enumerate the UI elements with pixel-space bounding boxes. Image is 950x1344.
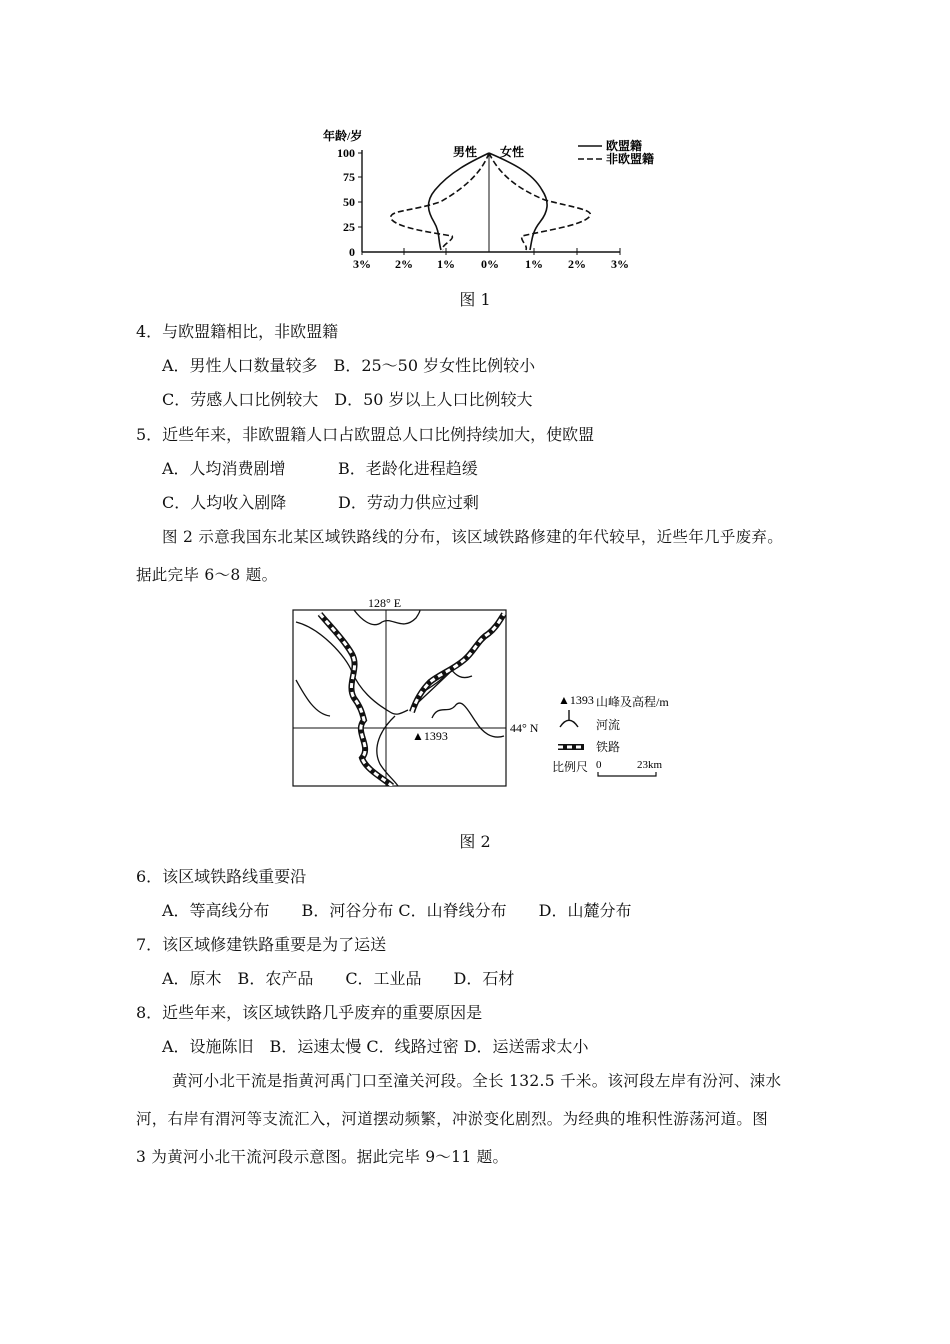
x-tick-label: 3% [611, 257, 629, 271]
y-tick-label: 75 [343, 170, 355, 184]
y-tick-label: 0 [349, 245, 355, 259]
railway-west-outer [320, 614, 392, 786]
question-8-options: A．设施陈旧 B．运速太慢 C．线路过密 D．运送需求太小 [162, 1037, 589, 1056]
latitude-label: 44° N [510, 721, 539, 735]
longitude-label: 128° E [368, 596, 402, 610]
scale-bar [598, 772, 656, 776]
question-5-option-a: A．人均消费剧增 [162, 459, 286, 478]
intro-figure-3-line3: 3 为黄河小北干流河段示意图。据此完毕 9～11 题。 [136, 1148, 509, 1166]
intro-figure-2-line2: 据此完毕 6～8 题。 [136, 566, 278, 584]
question-8-stem: 8．近些年来，该区域铁路几乎废弃的重要原因是 [136, 1003, 483, 1022]
x-tick-label: 2% [395, 257, 413, 271]
map-frame [293, 610, 506, 786]
eu-female-profile [489, 153, 547, 250]
railway-east-outer [412, 614, 504, 712]
scale-zero: 0 [596, 759, 602, 771]
scale-distance: 23km [637, 759, 663, 771]
legend-peak-label: 山峰及高程/m [596, 695, 669, 709]
x-tick-label: 1% [525, 257, 543, 271]
river-north-branch [354, 610, 420, 625]
population-pyramid-figure [300, 120, 680, 280]
question-4-options-ab: A．男性人口数量较多 B．25～50 岁女性比例较小 [162, 356, 536, 375]
question-4-stem: 4．与欧盟籍相比，非欧盟籍 [136, 322, 339, 341]
figure-1-caption: 图 1 [459, 290, 491, 309]
y-tick-label: 50 [343, 195, 355, 209]
question-7-options: A．原木 B．农产品 C．工业品 D．石材 [162, 969, 515, 988]
question-6-options: A．等高线分布 B．河谷分布 C．山脊线分布 D．山麓分布 [162, 901, 632, 920]
question-4-options-cd: C．劳感人口比例较大 D．50 岁以上人口比例较大 [162, 390, 533, 409]
x-tick-label: 0% [481, 257, 499, 271]
peak-elevation-label: ▲1393 [412, 729, 448, 743]
y-tick-label: 25 [343, 220, 355, 234]
intro-figure-3-line2: 河，右岸有渭河等支流汇入，河道摆动频繁，冲淤变化剧烈。为经典的堆积性游荡河道。图 [136, 1110, 769, 1128]
male-label: 男性 [453, 145, 478, 159]
female-label: 女性 [500, 145, 525, 159]
legend-rail-label: 铁路 [596, 740, 621, 754]
legend-non-eu-label: 非欧盟籍 [606, 152, 655, 166]
legend-eu-label: 欧盟籍 [606, 139, 643, 153]
question-5-stem: 5．近些年来，非欧盟籍人口占欧盟总人口比例持续加大，使欧盟 [136, 425, 595, 444]
legend-river-icon [560, 710, 578, 727]
x-tick-label: 1% [437, 257, 455, 271]
river-west-branch [296, 680, 330, 716]
question-5-option-d: D．劳动力供应过剩 [338, 493, 479, 512]
legend-river-label: 河流 [596, 718, 621, 732]
question-5-option-b: B．老龄化进程趋缓 [338, 459, 478, 478]
intro-figure-2-line1: 图 2 示意我国东北某区域铁路线的分布，该区域铁路修建的年代较早，近些年几乎废弃。 [162, 528, 784, 546]
question-7-stem: 7．该区域修建铁路重要是为了运送 [136, 935, 387, 954]
non-eu-female-profile [489, 153, 590, 250]
figure-2-caption: 图 2 [459, 832, 491, 851]
scale-bar-label: 比例尺 [552, 760, 589, 774]
non-eu-male-profile [391, 153, 489, 250]
legend-peak-symbol: ▲1393 [558, 693, 594, 707]
intro-figure-3-line1: 黄河小北干流是指黄河禹门口至潼关河段。全长 132.5 千米。该河段左岸有汾河、涑水 [172, 1072, 782, 1090]
y-tick-label: 100 [337, 146, 355, 160]
question-5-option-c: C．人均收入剧降 [162, 493, 287, 512]
x-tick-label: 3% [353, 257, 371, 271]
question-6-stem: 6．该区域铁路线重要沿 [136, 867, 307, 886]
eu-male-profile [428, 153, 489, 250]
y-axis-title: 年龄/岁 [323, 129, 363, 143]
railway-map-figure [280, 590, 700, 800]
x-tick-label: 2% [568, 257, 586, 271]
